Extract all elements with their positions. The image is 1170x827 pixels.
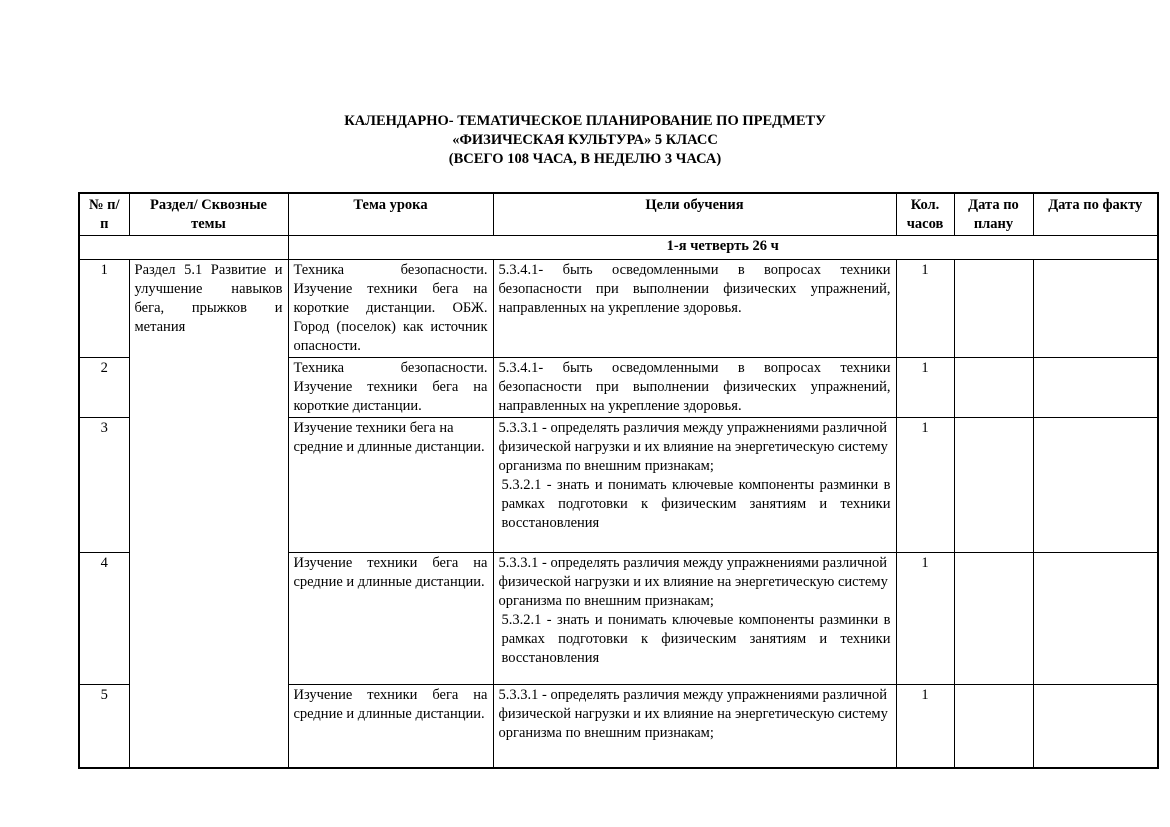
goal-paragraph: 5.3.4.1- быть осведомленными в вопросах техники безопасности при выполнении физических упражнений, направленных на укрепление здоровья.: [498, 360, 891, 414]
date-fact-cell: [1033, 418, 1158, 553]
section-cell: Раздел 5.1 Развитие и улучшение навыков бега, прыжков и метания: [129, 260, 288, 768]
hours-cell: 1: [896, 418, 954, 553]
goals-cell: [493, 685, 896, 768]
goals-cell: [493, 418, 896, 553]
goals-cell: [493, 260, 896, 358]
date-fact-cell: [1033, 260, 1158, 358]
column-header-1: Раздел/ Сквозные темы: [129, 193, 288, 236]
row-number-cell: 5: [79, 685, 129, 768]
goal-paragraph: 5.3.2.1 - знать и понимать ключевые компоненты разминки в рамках подготовки к физическим занятиям и техники восстановления: [501, 477, 891, 531]
column-header-6: Дата по факту: [1033, 193, 1158, 236]
goals-cell: [493, 553, 896, 685]
title-line-3: (ВСЕГО 108 ЧАСА, В НЕДЕЛЮ 3 ЧАСА): [448, 151, 722, 167]
date-plan-cell: [954, 685, 1033, 768]
topic-cell: Техника безопасности. Изучение техники бега на короткие дистанции. ОБЖ. Город (поселок) как источник опасности.: [288, 260, 493, 358]
goal-paragraph: 5.3.4.1- быть осведомленными в вопросах техники безопасности при выполнении физических упражнений, направленных на укрепление здоровья.: [498, 262, 891, 316]
hours-cell: 1: [896, 260, 954, 358]
planning-table: [78, 192, 1159, 769]
goal-paragraph: 5.3.2.1 - знать и понимать ключевые компоненты разминки в рамках подготовки к физическим занятиям и техники восстановления: [501, 612, 891, 666]
row-number-cell: 1: [79, 260, 129, 358]
row-number-cell: 3: [79, 418, 129, 553]
column-header-2: Тема урока: [288, 193, 493, 236]
title-line-1: КАЛЕНДАРНО- ТЕМАТИЧЕСКОЕ ПЛАНИРОВАНИЕ ПО ПРЕДМЕТУ: [344, 113, 826, 129]
quarter-row: [79, 236, 1158, 260]
column-header-3: Цели обучения: [493, 193, 896, 236]
table-row: [79, 260, 1158, 358]
title-line-2: «ФИЗИЧЕСКАЯ КУЛЬТУРА» 5 КЛАСС: [452, 132, 718, 148]
document-title: [0, 112, 1170, 169]
row-number-cell: 4: [79, 553, 129, 685]
table-header-row: [79, 193, 1158, 236]
column-header-5: Дата по плану: [954, 193, 1033, 236]
date-fact-cell: [1033, 685, 1158, 768]
date-plan-cell: [954, 553, 1033, 685]
goal-paragraph: 5.3.3.1 - определять различия между упражнениями различной физической нагрузки и их влияние на энергетическую систему организма по внешним признакам;: [498, 687, 888, 741]
topic-cell: Техника безопасности. Изучение техники бега на короткие дистанции.: [288, 358, 493, 418]
date-fact-cell: [1033, 553, 1158, 685]
row-number-cell: 2: [79, 358, 129, 418]
date-plan-cell: [954, 358, 1033, 418]
topic-cell: Изучение техники бега на средние и длинные дистанции.: [288, 553, 493, 685]
hours-cell: 1: [896, 685, 954, 768]
date-fact-cell: [1033, 358, 1158, 418]
goal-paragraph: 5.3.3.1 - определять различия между упражнениями различной физической нагрузки и их влияние на энергетическую систему организма по внешним признакам;: [498, 420, 888, 474]
quarter-empty-cell: [79, 236, 288, 260]
goal-paragraph: 5.3.3.1 - определять различия между упражнениями различной физической нагрузки и их влияние на энергетическую систему организма по внешним признакам;: [498, 555, 888, 609]
date-plan-cell: [954, 260, 1033, 358]
column-header-4: Кол. часов: [896, 193, 954, 236]
topic-cell: Изучение техники бега на средние и длинные дистанции.: [288, 685, 493, 768]
hours-cell: 1: [896, 553, 954, 685]
goals-cell: [493, 358, 896, 418]
hours-cell: 1: [896, 358, 954, 418]
date-plan-cell: [954, 418, 1033, 553]
topic-cell: Изучение техники бега на средние и длинные дистанции.: [288, 418, 493, 553]
column-header-0: № п/п: [79, 193, 129, 236]
quarter-label: 1-я четверть 26 ч: [288, 236, 1158, 260]
